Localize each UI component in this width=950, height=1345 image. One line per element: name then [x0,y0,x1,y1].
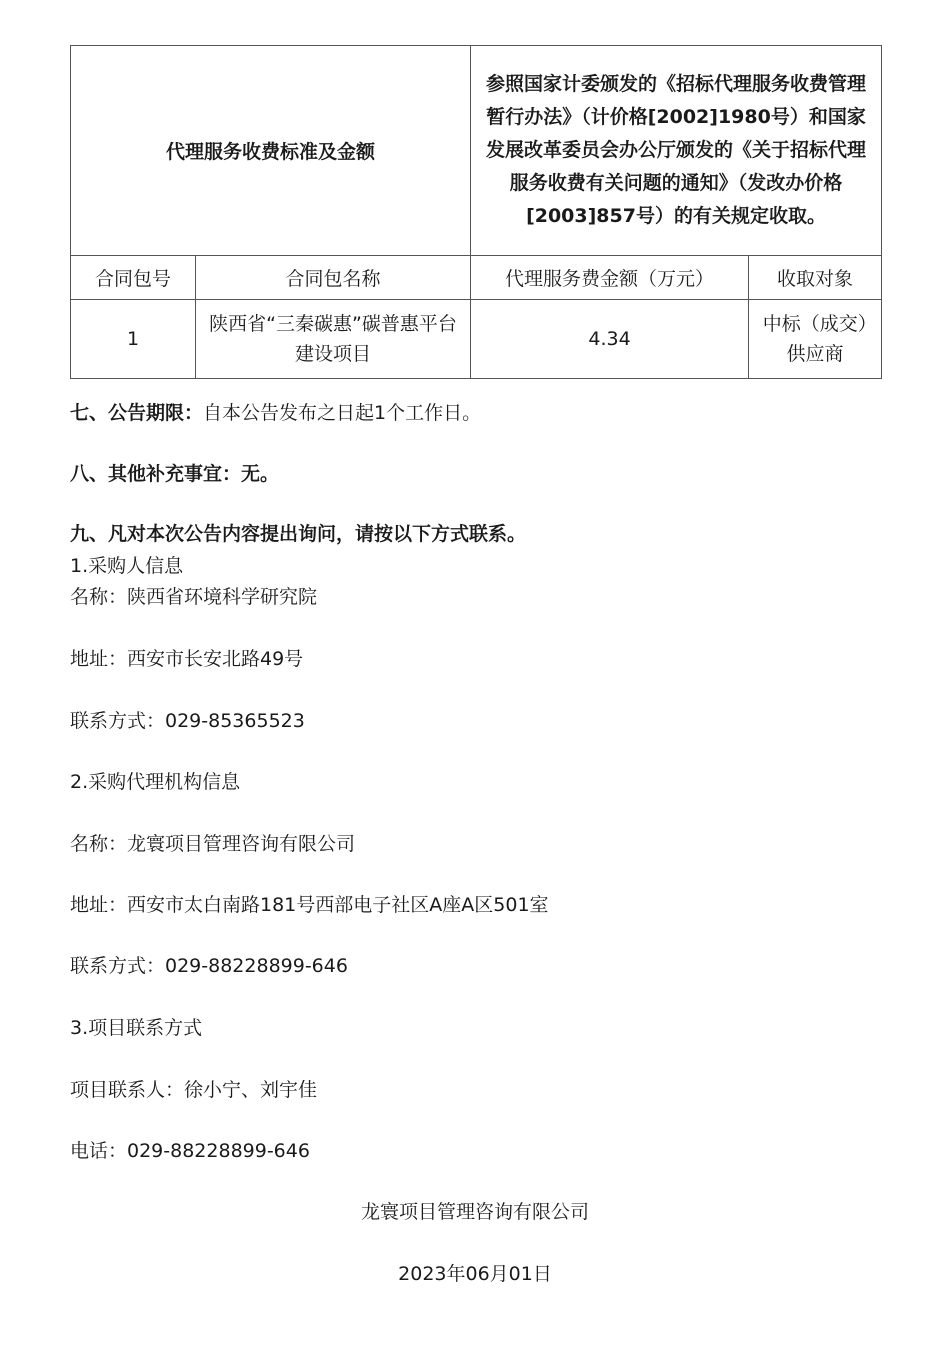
section9-title: 九、凡对本次公告内容提出询问，请按以下方式联系。 [70,523,527,545]
section7-text: 自本公告发布之日起1个工作日。 [203,402,482,424]
cell-payer: 中标（成交）供应商 [749,300,882,379]
project-people: 项目联系人：徐小宁、刘宇佳 [70,1079,318,1101]
fee-standard-label: 代理服务收费标准及金额 [71,46,471,256]
header-payer: 收取对象 [749,256,882,300]
cell-package-name: 陕西省“三秦碳惠”碳普惠平台建设项目 [196,300,471,379]
cell-package-no: 1 [71,300,196,379]
section7-title: 七、公告期限： [70,402,204,424]
table-row [71,300,882,379]
signature-date: 2023年06月01日 [398,1263,552,1285]
project-phone: 电话：029-88228899-646 [70,1140,310,1162]
header-fee-amount: 代理服务费金额（万元） [471,256,749,300]
agency-name: 名称：龙寰项目管理咨询有限公司 [70,833,356,855]
agency-address: 地址：西安市太白南路181号西部电子社区A座A区501室 [70,894,549,916]
agency-contact: 联系方式：029-88228899-646 [70,955,348,977]
fee-table [70,45,882,379]
table-header-row [71,256,882,300]
purchaser-name: 名称：陕西省环境科学研究院 [70,586,318,608]
section8-line [70,459,279,486]
purchaser-contact: 联系方式：029-85365523 [70,710,305,732]
purchaser-address: 地址：西安市长安北路49号 [70,648,304,670]
agency-heading: 2.采购代理机构信息 [70,771,241,793]
header-package-name: 合同包名称 [196,256,471,300]
section7-line [70,398,481,425]
fee-standard-row [71,46,882,256]
cell-fee-amount: 4.34 [471,300,749,379]
section9-line [70,519,526,546]
fee-standard-text: 参照国家计委颁发的《招标代理服务收费管理暂行办法》（计价格[2002]1980号）和国家发展改革委员会办公厅颁发的《关于招标代理服务收费有关问题的通知》（发改办价格[2003]857号）的有关规定收取。 [471,46,882,256]
section8-title: 八、其他补充事宜：无。 [70,463,280,485]
project-heading: 3.项目联系方式 [70,1017,203,1039]
header-package-no: 合同包号 [71,256,196,300]
signature-company: 龙寰项目管理咨询有限公司 [360,1201,589,1223]
purchaser-heading: 1.采购人信息 [70,555,184,577]
